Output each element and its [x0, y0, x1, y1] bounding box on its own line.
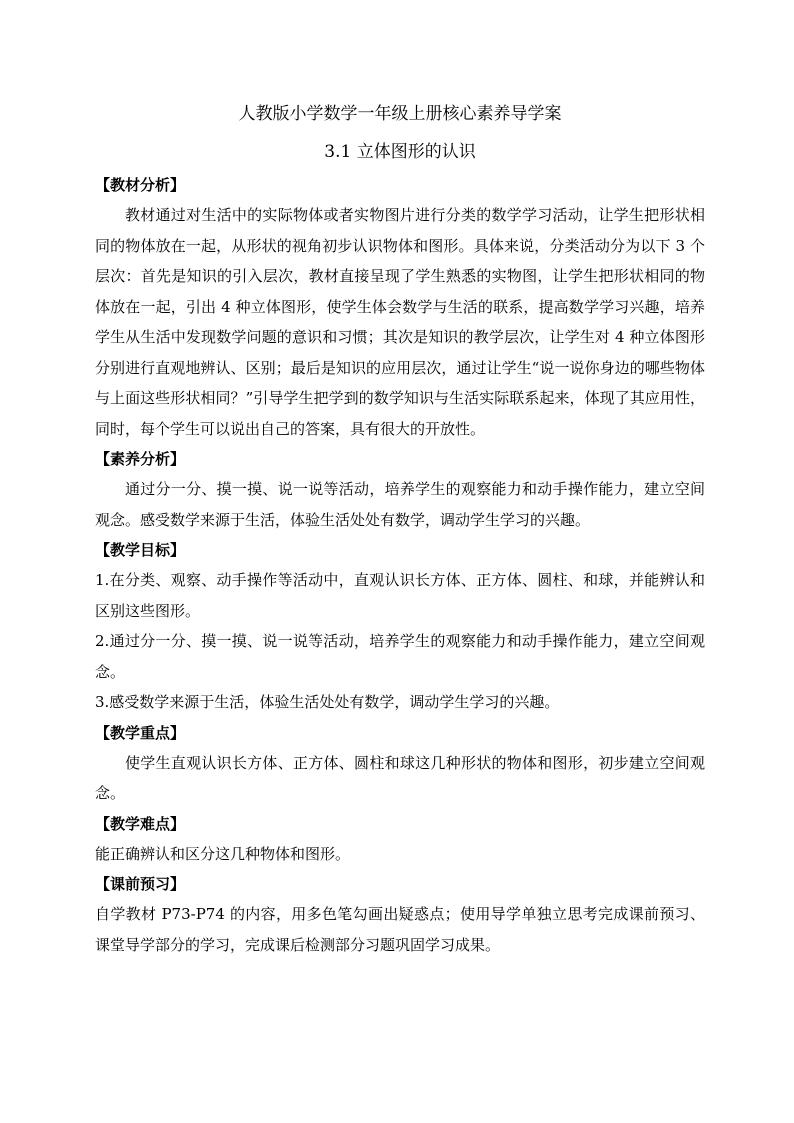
document-subtitle: 3.1 立体图形的认识 [324, 142, 476, 162]
document-title: 人教版小学数学一年级上册核心素养导学案 [238, 104, 562, 124]
document-page [95, 100, 705, 960]
difficulties-item: 能正确辨认和区分这几种物体和图形。 [95, 844, 351, 863]
section-heading-key-points: 【教学重点】 [95, 723, 186, 742]
section-heading-difficulties: 【教学难点】 [95, 814, 186, 833]
section-heading-literacy-analysis: 【素养分析】 [95, 450, 186, 468]
preview-item: 自学教材 P73-P74 的内容，用多色笔勾画出疑惑点；使用导学单独立思考完成课前预习、课堂导学部分的学习，完成课后检测部分习题巩固学习成果。 [95, 905, 705, 954]
section-heading-teaching-goals: 【教学目标】 [95, 541, 186, 559]
textbook-analysis-paragraph: 教材通过对生活中的实际物体或者实物图片进行分类的数学学习活动，让学生把形状相同的物体放在一起，从形状的视角初步认识物体和图形。具体来说，分类活动分为以下 3 个层次：首先是知识的引入层次，教材直接呈现了学生熟悉的实物图，让学生把形状相同的物体放在一起，引出 4 种立体图形，使学生体会数学与生活的联系，提高数学学习兴趣，培养学生从生活中发现数学问题的意识和习惯；其次是知识的教学层次，让学生对 4 种立体图形分别进行直观地辨认、区别；最后是知识的应用层次，通过让学生“说一说你身边的哪些物体与上面这些形状相同？”引导学生把学到的数学知识与生活实际联系起来，体现了其应用性，同时，每个学生可以说出自己的答案，具有很大的开放性。 [95, 206, 705, 438]
key-points-paragraph: 使学生直观认识长方体、正方体、圆柱和球这几种形状的物体和图形，初步建立空间观念。 [95, 753, 705, 802]
section-heading-textbook-analysis: 【教材分析】 [95, 176, 186, 194]
teaching-goal-item-3: 3.感受数学来源于生活，体验生活处处有数学，调动学生学习的兴趣。 [95, 693, 560, 711]
literacy-analysis-paragraph: 通过分一分、摸一摸、说一说等活动，培养学生的观察能力和动手操作能力，建立空间观念。感受数学来源于生活，体验生活处处有数学，调动学生学习的兴趣。 [95, 480, 705, 529]
section-heading-preview: 【课前预习】 [95, 875, 186, 893]
teaching-goal-item-2: 2.通过分一分、摸一摸、说一说等活动，培养学生的观察能力和动手操作能力，建立空间观念。 [95, 632, 705, 681]
teaching-goal-item-1: 1.在分类、观察、动手操作等活动中，直观认识长方体、正方体、圆柱、和球，并能辨认和区别这些图形。 [95, 571, 705, 620]
